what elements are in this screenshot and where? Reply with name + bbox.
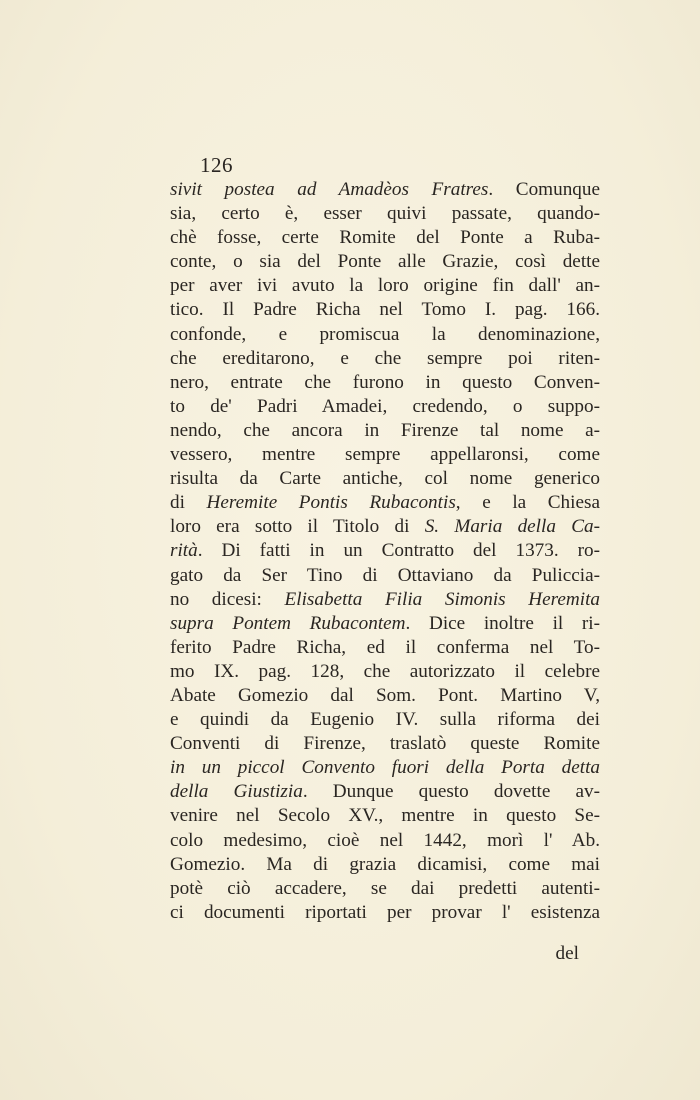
text-line: [170, 371, 600, 395]
text-line: [170, 202, 600, 226]
text-line: [170, 250, 600, 274]
text-run: per aver ivi avuto la loro origine fin dall' an-: [170, 275, 600, 297]
text-run: potè ciò accadere, se dai predetti autenti-: [170, 877, 600, 899]
text-run: loro era sotto il Titolo di: [170, 516, 425, 538]
text-run: . Dunque questo dovette av-: [302, 781, 600, 803]
text-run: . Dice inoltre il ri-: [405, 612, 600, 634]
text-line: [170, 539, 600, 563]
text-line: [170, 829, 600, 853]
text-line: [170, 660, 600, 684]
catchword: del: [555, 943, 579, 964]
text-line: [170, 395, 600, 419]
text-run: Abate Gomezio dal Som. Pont. Martino V,: [170, 684, 600, 706]
text-run: Conventi di Firenze, traslatò queste Romite: [170, 733, 600, 755]
italic-text-run: in un piccol Convento fuori della Porta detta: [170, 757, 600, 779]
text-line: [170, 588, 600, 612]
text-run: sia, certo è, esser quivi passate, quando-: [170, 203, 600, 225]
italic-text-run: Elisabetta Filia Simonis Heremita: [284, 588, 600, 610]
page-number: 126: [200, 153, 233, 177]
text-line: [170, 178, 600, 202]
text-line: [170, 467, 600, 491]
italic-text-run: della Giustizia: [170, 781, 303, 803]
italic-text-run: Heremite Pontis Rubacontis: [206, 492, 456, 514]
text-run: risulta da Carte antiche, col nome generico: [170, 468, 600, 490]
text-line: [170, 732, 600, 756]
text-run: che ereditarono, e che sempre poi riten-: [170, 347, 600, 369]
text-line: [170, 612, 600, 636]
text-run: venire nel Secolo XV., mentre in questo Se-: [170, 805, 600, 827]
text-line: [170, 323, 600, 347]
text-run: tico. Il Padre Richa nel Tomo I. pag. 166.: [170, 299, 600, 321]
text-line: [170, 443, 600, 467]
text-run: Gomezio. Ma di grazia dicamisi, come mai: [170, 853, 600, 875]
text-run: . Di fatti in un Contratto del 1373. ro-: [197, 540, 600, 562]
text-run: nendo, che ancora in Firenze tal nome a-: [170, 419, 600, 441]
italic-text-run: rità: [170, 540, 198, 562]
text-line: [170, 347, 600, 371]
text-line: [170, 515, 600, 539]
text-run: to de' Padri Amadei, credendo, o suppo-: [170, 395, 600, 417]
text-line: [170, 901, 600, 925]
text-line: [170, 564, 600, 588]
text-run: mo IX. pag. 128, che autorizzato il celebre: [170, 660, 600, 682]
text-line: [170, 853, 600, 877]
text-line: [170, 877, 600, 901]
text-run: e quindi da Eugenio IV. sulla riforma dei: [170, 709, 600, 731]
text-run: vessero, mentre sempre appellaronsi, come: [170, 444, 600, 466]
text-line: [170, 419, 600, 443]
text-line: [170, 780, 600, 804]
text-run: . Comunque: [488, 179, 600, 200]
text-line: [170, 636, 600, 660]
text-run: colo medesimo, cioè nel 1442, morì l' Ab.: [170, 829, 600, 851]
text-line: [170, 708, 600, 732]
text-run: ferito Padre Richa, ed il conferma nel To-: [170, 636, 600, 658]
italic-text-run: supra Pontem Rubacontem: [170, 612, 406, 634]
italic-text-run: sivit postea ad Amadèos Fratres: [170, 179, 489, 200]
italic-text-run: S. Maria della Ca-: [424, 516, 600, 538]
text-run: conte, o sia del Ponte alle Grazie, così dette: [170, 251, 600, 273]
text-run: confonde, e promiscua la denominazione,: [170, 323, 600, 345]
text-line: [170, 684, 600, 708]
text-line: [170, 804, 600, 828]
body-text: [170, 178, 600, 925]
text-line: [170, 226, 600, 250]
text-run: gato da Ser Tino di Ottaviano da Puliccia-: [170, 564, 600, 586]
text-line: [170, 756, 600, 780]
text-run: , e la Chiesa: [455, 492, 600, 514]
text-run: nero, entrate che furono in questo Conven-: [170, 371, 600, 393]
text-line: [170, 298, 600, 322]
text-run: ci documenti riportati per provar l' esistenza: [170, 901, 600, 923]
text-run: no dicesi:: [170, 588, 285, 610]
text-run: di: [170, 492, 207, 514]
text-line: [170, 491, 600, 515]
text-line: [170, 274, 600, 298]
text-run: chè fosse, certe Romite del Ponte a Ruba-: [170, 227, 600, 249]
